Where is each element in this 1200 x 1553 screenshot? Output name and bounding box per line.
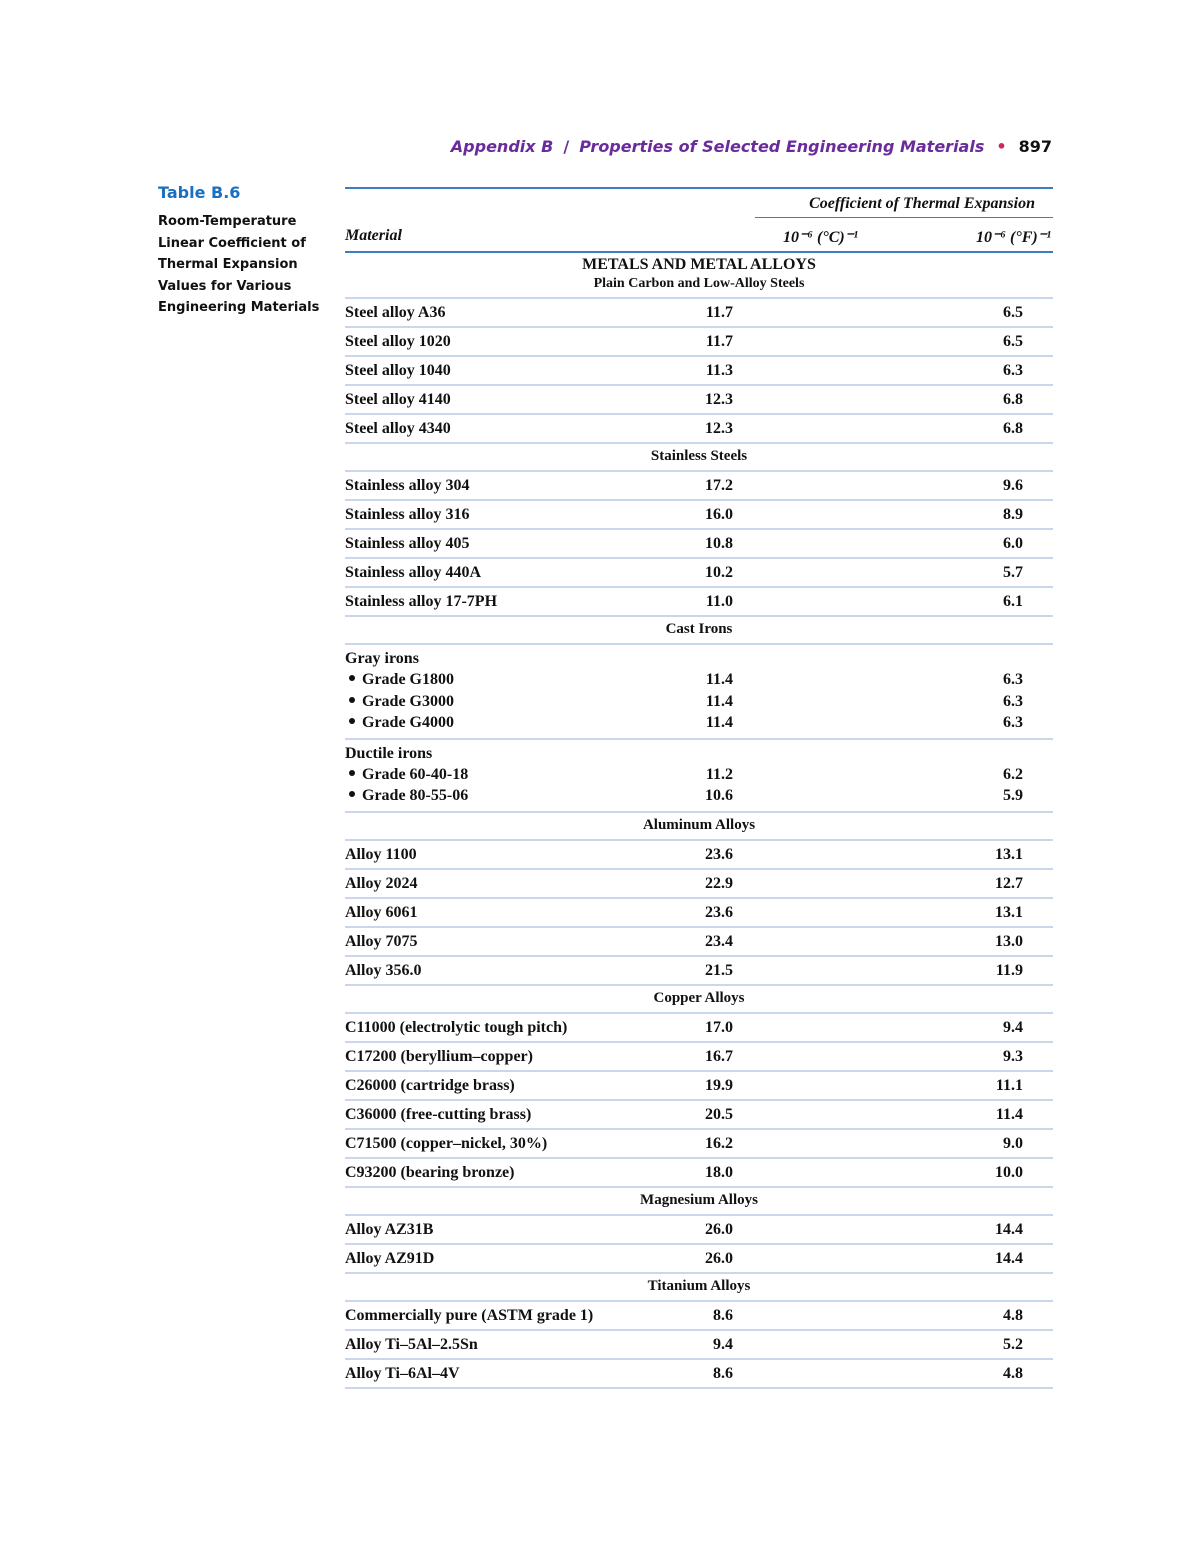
fahrenheit-cell: 6.3 — [1003, 714, 1023, 731]
group-title: Ductile irons — [345, 744, 433, 762]
coefficient-heading: Coefficient of Thermal Expansion — [809, 195, 1035, 212]
material-cell: C71500 (copper–nickel, 30%) — [345, 1134, 548, 1152]
table-row — [345, 841, 1053, 870]
fahrenheit-cell: 9.3 — [1003, 1047, 1023, 1065]
fahrenheit-cell: 14.4 — [995, 1220, 1023, 1238]
section-heading — [345, 1274, 1053, 1302]
table-caption — [158, 183, 328, 319]
fahrenheit-cell: 4.8 — [1003, 1364, 1023, 1382]
fahrenheit-cell: 6.1 — [1003, 593, 1023, 610]
table-row — [345, 559, 1053, 588]
celsius-cell: 22.9 — [705, 874, 733, 892]
table-row — [345, 1014, 1053, 1043]
celsius-cell: 26.0 — [705, 1220, 733, 1238]
material-cell: C93200 (bearing bronze) — [345, 1163, 515, 1181]
caption-line: Thermal Expansion — [158, 257, 298, 272]
fahrenheit-cell: 14.4 — [995, 1249, 1023, 1267]
fahrenheit-cell: 6.3 — [1003, 671, 1023, 688]
table-row — [345, 1302, 1053, 1331]
caption-line: Linear Coefficient of — [158, 235, 306, 251]
fahrenheit-cell: 6.0 — [1003, 535, 1023, 552]
running-head-title: Properties of Selected Engineering Materials — [579, 137, 985, 156]
table-row — [345, 1072, 1053, 1101]
material-group — [345, 645, 1053, 740]
bullet-icon — [349, 718, 355, 724]
celsius-cell: 11.7 — [705, 304, 733, 321]
table-body — [345, 253, 1053, 1389]
celsius-cell: 17.2 — [705, 477, 733, 494]
fahrenheit-cell: 6.3 — [1003, 362, 1023, 379]
material-cell: Steel alloy A36 — [345, 304, 446, 321]
material-cell: Alloy 1100 — [345, 845, 417, 863]
celsius-cell: 16.0 — [705, 506, 733, 523]
group-row — [345, 785, 1053, 807]
material-cell: Alloy 2024 — [345, 874, 418, 892]
material-cell: Alloy 356.0 — [345, 961, 422, 979]
material-cell: Alloy AZ91D — [345, 1249, 435, 1267]
section-title: Magnesium Alloys — [640, 1191, 758, 1208]
celsius-cell: 11.2 — [705, 765, 733, 783]
material-cell — [345, 785, 657, 807]
celsius-cell: 11.4 — [705, 692, 733, 710]
table-row — [345, 870, 1053, 899]
unit-celsius-header: 10⁻⁶ (°C)⁻¹ — [783, 229, 858, 246]
section-heading — [345, 1188, 1053, 1216]
fahrenheit-cell: 6.5 — [1003, 333, 1023, 350]
table-row — [345, 1245, 1053, 1274]
celsius-cell: 12.3 — [705, 391, 733, 408]
material-cell: Stainless alloy 316 — [345, 506, 470, 523]
table-row — [345, 357, 1053, 386]
bullet-icon — [349, 675, 355, 681]
material-cell: Steel alloy 4340 — [345, 420, 451, 437]
caption-text — [158, 211, 328, 319]
running-head-separator: / — [563, 137, 570, 156]
running-head-bullet: • — [996, 137, 1007, 156]
section-heading — [345, 813, 1053, 841]
fahrenheit-cell: 13.1 — [995, 845, 1023, 863]
grade-label: Grade G3000 — [362, 692, 454, 710]
caption-line: Engineering Materials — [158, 300, 320, 315]
caption-line: Values for Various — [158, 278, 292, 294]
celsius-cell: 10.2 — [705, 564, 733, 581]
main-heading: METALS AND METAL ALLOYS — [582, 256, 816, 273]
grade-label: Grade G1800 — [362, 671, 454, 688]
fahrenheit-cell: 6.3 — [1003, 692, 1023, 710]
material-cell: Alloy AZ31B — [345, 1220, 434, 1238]
expansion-table — [345, 187, 1053, 1389]
fahrenheit-cell: 9.0 — [1003, 1134, 1023, 1152]
table-row — [345, 530, 1053, 559]
group-row — [345, 712, 1053, 734]
material-cell: C17200 (beryllium–copper) — [345, 1047, 533, 1065]
material-cell: C11000 (electrolytic tough pitch) — [345, 1018, 568, 1036]
material-cell: Stainless alloy 405 — [345, 535, 470, 552]
material-column-header: Material — [345, 227, 402, 244]
table-row — [345, 1360, 1053, 1389]
fahrenheit-cell: 12.7 — [995, 874, 1023, 892]
section-title: Aluminum Alloys — [642, 816, 756, 833]
material-cell: Commercially pure (ASTM grade 1) — [345, 1306, 594, 1324]
celsius-cell: 19.9 — [705, 1076, 733, 1094]
fahrenheit-cell: 11.4 — [995, 1105, 1023, 1123]
section-title: Copper Alloys — [653, 989, 745, 1006]
table-row — [345, 928, 1053, 957]
table-row — [345, 957, 1053, 986]
table-row — [345, 1043, 1053, 1072]
table-row — [345, 1159, 1053, 1188]
material-cell: C36000 (free-cutting brass) — [345, 1105, 532, 1123]
material-cell: Steel alloy 1040 — [345, 362, 451, 379]
table-row — [345, 415, 1053, 444]
section-heading — [345, 617, 1053, 645]
table-header — [345, 187, 1053, 253]
group-title: Gray irons — [345, 650, 419, 667]
section-title: Titanium Alloys — [647, 1277, 751, 1294]
table-number: Table B.6 — [158, 183, 241, 202]
table-row — [345, 899, 1053, 928]
table-row — [345, 1216, 1053, 1245]
table-row — [345, 588, 1053, 617]
table-row — [345, 501, 1053, 530]
celsius-cell: 23.6 — [705, 903, 733, 921]
section-heading — [345, 253, 1053, 299]
fahrenheit-cell: 11.1 — [995, 1076, 1023, 1094]
section-heading — [345, 444, 1053, 472]
celsius-cell: 16.2 — [705, 1134, 733, 1152]
material-cell — [345, 669, 657, 691]
section-title: Cast Irons — [665, 621, 733, 637]
material-cell — [345, 712, 657, 734]
celsius-cell: 23.6 — [705, 845, 733, 863]
section-heading — [345, 986, 1053, 1014]
celsius-cell: 9.4 — [713, 1335, 733, 1353]
material-group — [345, 740, 1053, 813]
section-title: Plain Carbon and Low-Alloy Steels — [593, 276, 805, 291]
grade-label: Grade 60-40-18 — [362, 765, 469, 783]
table-row — [345, 299, 1053, 328]
celsius-cell: 11.4 — [705, 714, 733, 731]
material-cell: Alloy 7075 — [345, 932, 418, 950]
fahrenheit-cell: 4.8 — [1003, 1306, 1023, 1324]
celsius-cell: 11.0 — [705, 593, 733, 610]
fahrenheit-cell: 8.9 — [1003, 506, 1023, 523]
fahrenheit-cell: 10.0 — [995, 1163, 1023, 1181]
grade-label: Grade 80-55-06 — [362, 787, 469, 804]
celsius-cell: 12.3 — [705, 420, 733, 437]
fahrenheit-cell: 9.4 — [1003, 1018, 1023, 1036]
table-row — [345, 472, 1053, 501]
material-cell: Stainless alloy 17-7PH — [345, 593, 498, 610]
fahrenheit-cell: 6.5 — [1003, 304, 1023, 321]
section-title: Stainless Steels — [650, 448, 748, 464]
material-cell — [345, 691, 657, 713]
unit-fahrenheit-header: 10⁻⁶ (°F)⁻¹ — [976, 229, 1051, 246]
running-head — [0, 137, 1052, 156]
celsius-cell: 18.0 — [705, 1163, 733, 1181]
fahrenheit-cell: 9.6 — [1003, 477, 1023, 494]
page-number: 897 — [1018, 137, 1052, 156]
celsius-cell: 21.5 — [705, 961, 733, 979]
celsius-cell: 11.4 — [705, 671, 733, 688]
celsius-cell: 16.7 — [705, 1047, 733, 1065]
fahrenheit-cell: 6.8 — [1003, 391, 1023, 408]
group-row — [345, 691, 1053, 713]
appendix-label: Appendix B — [450, 137, 554, 156]
fahrenheit-cell: 5.7 — [1003, 564, 1023, 581]
material-cell: Alloy Ti–5Al–2.5Sn — [345, 1335, 478, 1353]
material-cell: C26000 (cartridge brass) — [345, 1076, 515, 1094]
fahrenheit-cell: 6.2 — [1003, 765, 1023, 783]
table-row — [345, 1101, 1053, 1130]
heading-rule — [755, 217, 1053, 218]
celsius-cell: 10.6 — [705, 787, 733, 804]
table-row — [345, 1331, 1053, 1360]
celsius-cell: 26.0 — [705, 1249, 733, 1267]
table-row — [345, 386, 1053, 415]
celsius-cell: 8.6 — [713, 1364, 733, 1382]
fahrenheit-cell: 6.8 — [1003, 420, 1023, 437]
fahrenheit-cell: 11.9 — [995, 961, 1023, 979]
celsius-cell: 11.3 — [705, 362, 733, 379]
material-cell: Stainless alloy 440A — [345, 564, 482, 581]
caption-line: Room-Temperature — [158, 214, 297, 229]
celsius-cell: 8.6 — [713, 1306, 733, 1324]
table-row — [345, 328, 1053, 357]
bullet-icon — [349, 697, 355, 703]
fahrenheit-cell: 13.1 — [995, 903, 1023, 921]
celsius-cell: 10.8 — [705, 535, 733, 552]
fahrenheit-cell: 13.0 — [995, 932, 1023, 950]
fahrenheit-cell: 5.2 — [1003, 1335, 1023, 1353]
fahrenheit-cell: 5.9 — [1003, 787, 1023, 804]
table-row — [345, 1130, 1053, 1159]
material-cell: Alloy Ti–6Al–4V — [345, 1364, 460, 1382]
celsius-cell: 11.7 — [705, 333, 733, 350]
material-cell: Stainless alloy 304 — [345, 477, 470, 494]
material-cell: Steel alloy 1020 — [345, 333, 451, 350]
material-cell: Alloy 6061 — [345, 903, 418, 921]
celsius-cell: 23.4 — [705, 932, 733, 950]
material-cell: Steel alloy 4140 — [345, 391, 451, 408]
celsius-cell: 20.5 — [705, 1105, 733, 1123]
material-cell — [345, 764, 657, 786]
celsius-cell: 17.0 — [705, 1018, 733, 1036]
group-row — [345, 764, 1053, 786]
group-row — [345, 669, 1053, 691]
bullet-icon — [349, 770, 355, 776]
grade-label: Grade G4000 — [362, 714, 454, 731]
bullet-icon — [349, 791, 355, 797]
